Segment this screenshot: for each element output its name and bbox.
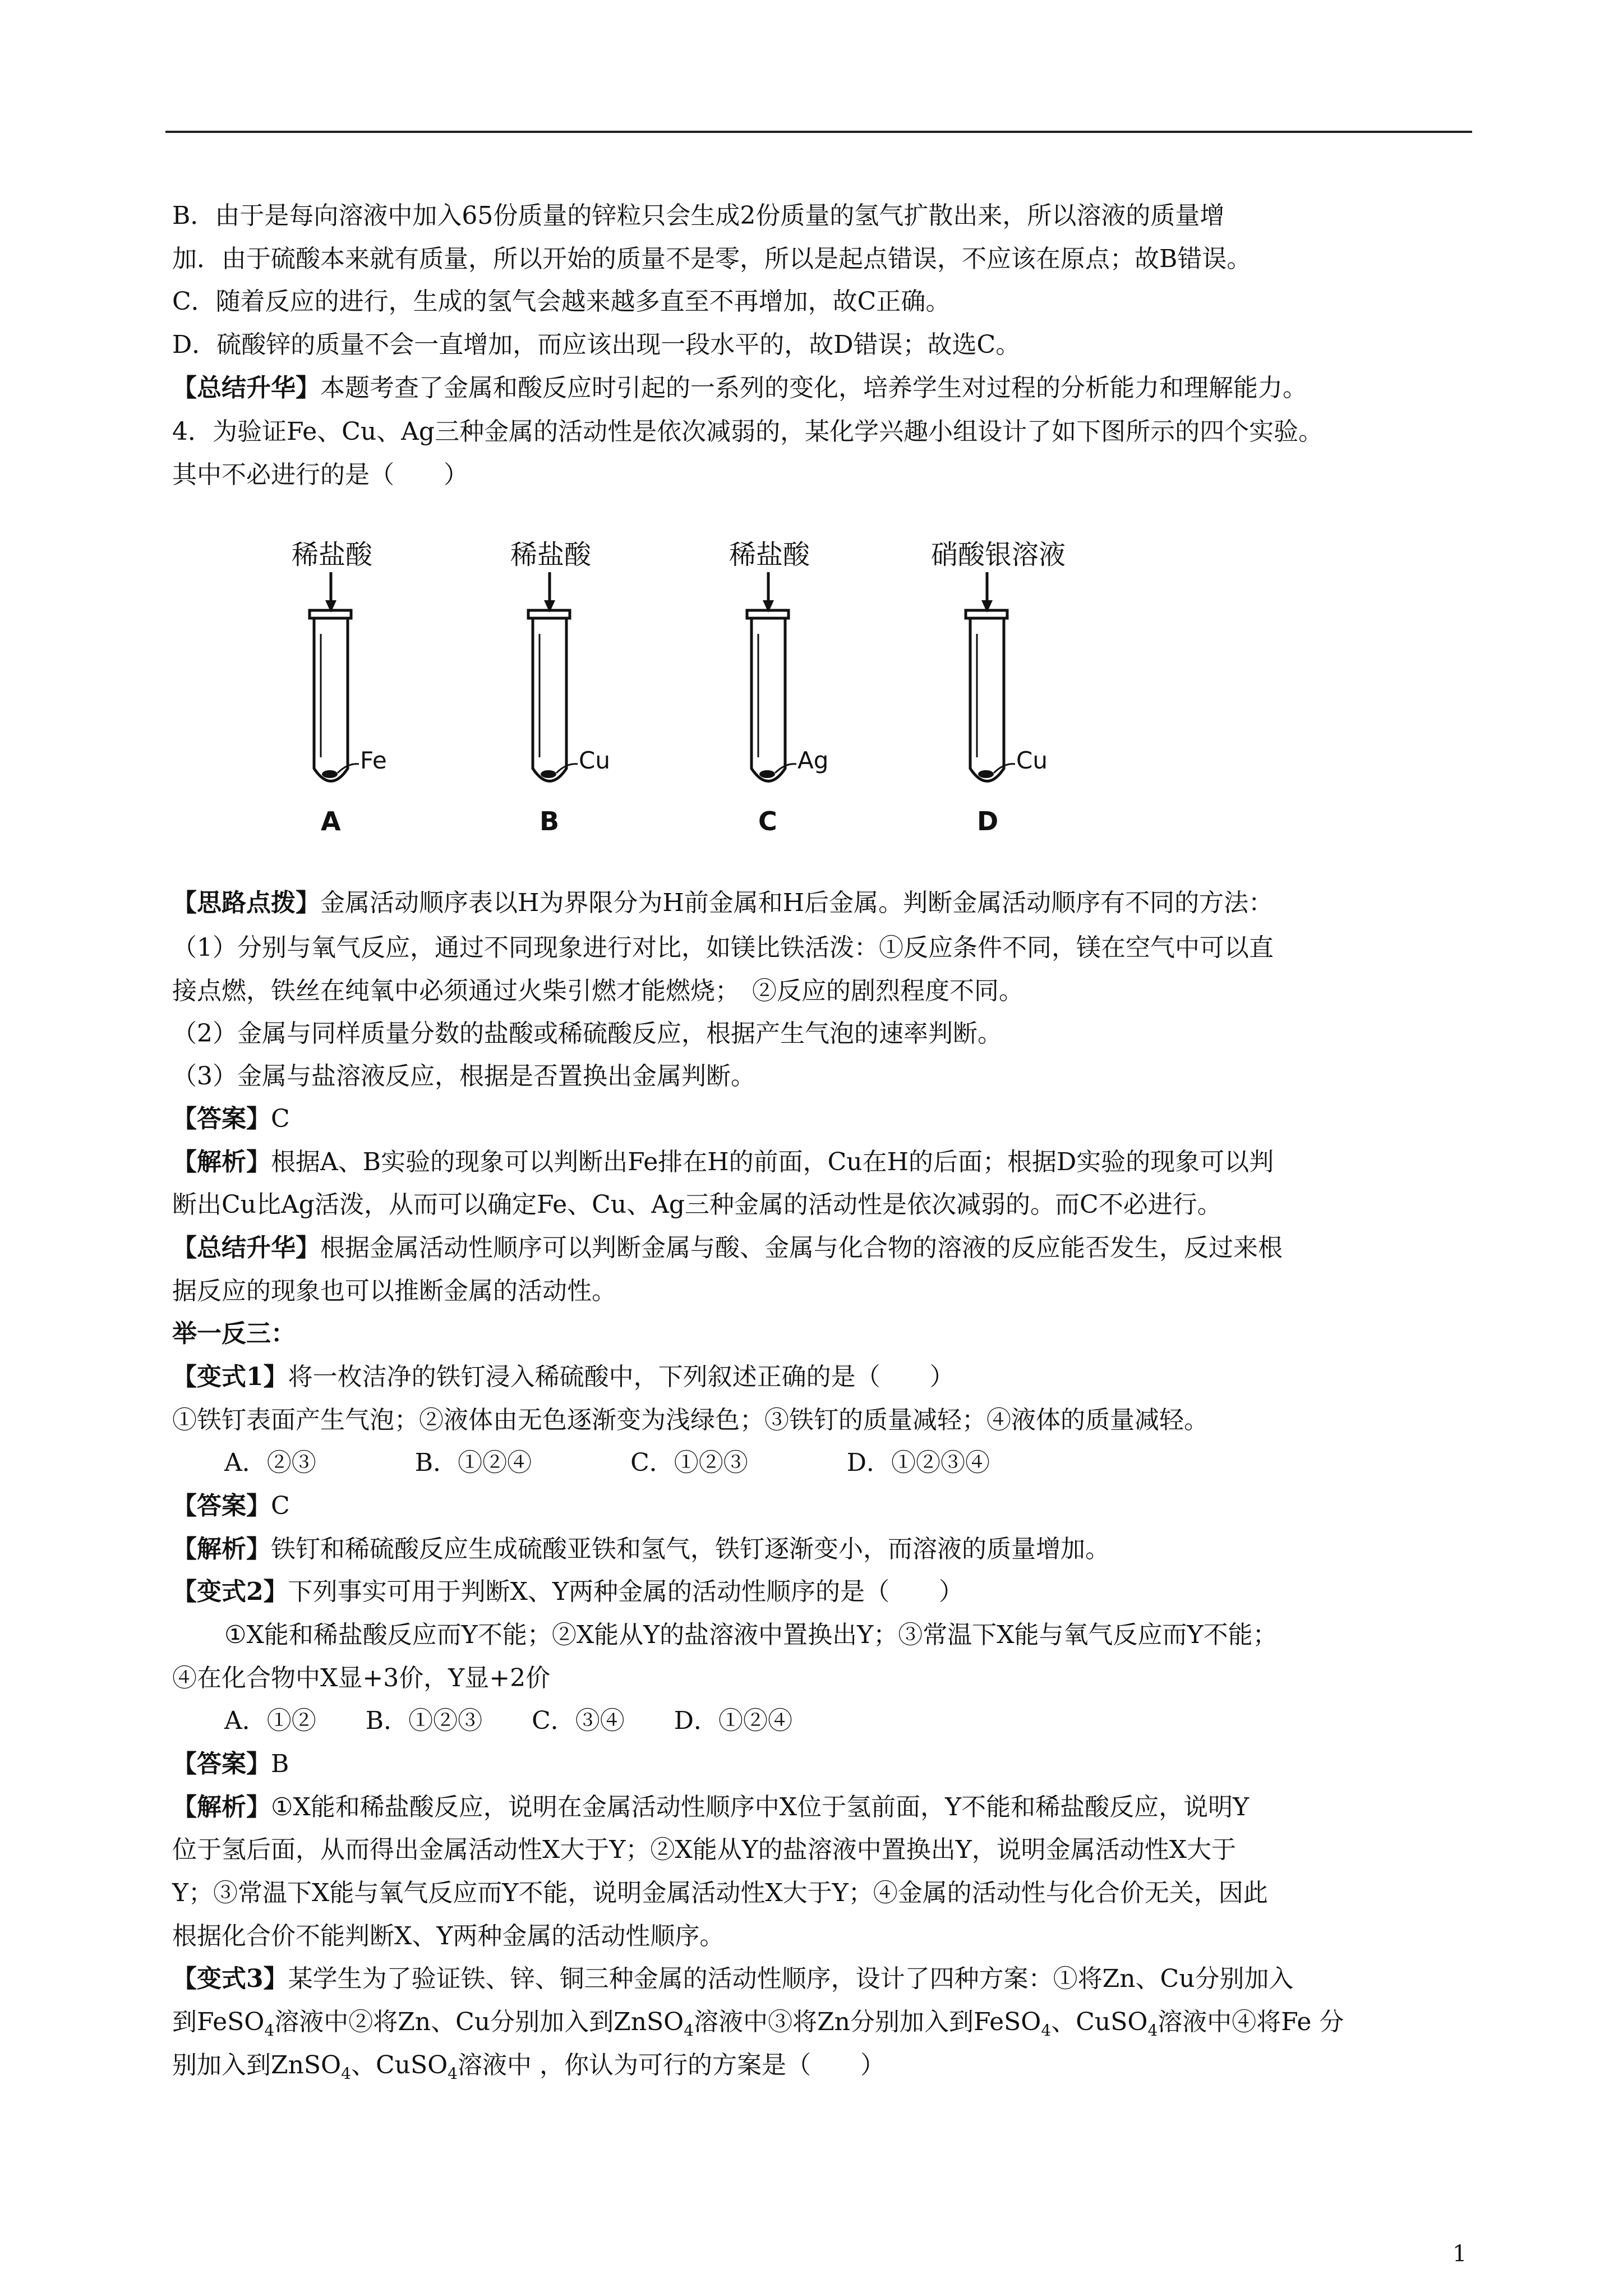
- text-line: 位于氢后面，从而得出金属活动性X大于Y；②X能从Y的盐溶液中置换出Y，说明金属活动性X大于: [172, 1835, 1237, 1864]
- text-fragment: 、CuSO: [1051, 2008, 1148, 2036]
- text-line: C．随着反应的进行，生成的氢气会越来越多直至不再增加，故C正确。: [172, 287, 951, 316]
- tube-d: [931, 539, 1066, 836]
- text-line: （3）金属与盐溶液反应，根据是否置换出金属判断。: [172, 1062, 755, 1091]
- section-tag: 【答案】: [172, 1492, 271, 1520]
- section-tag: 【思路点拨】: [172, 889, 320, 917]
- text-fragment: 、CuSO: [351, 2051, 448, 2079]
- text-fragment: 溶液中④将Fe 分: [1158, 2008, 1344, 2036]
- header-rule: [165, 131, 1472, 133]
- text-line: D．硫酸锌的质量不会一直增加，而应该出现一段水平的，故D错误；故选C。: [172, 330, 1021, 359]
- reagent-label: 稀盐酸: [510, 539, 592, 570]
- text-fragment: 溶液中 ，你认为可行的方案是（ ）: [458, 2051, 885, 2079]
- section-tag: 【解析】: [172, 1148, 271, 1176]
- section-text: 本题考查了金属和酸反应时引起的一系列的变化，培养学生对过程的分析能力和理解能力。: [320, 374, 1307, 402]
- section-text: 铁钉和稀硫酸反应生成硫酸亚铁和氢气，铁钉逐渐变小，而溶液的质量增加。: [271, 1535, 1110, 1563]
- text-fragment: 别加入到ZnSO: [172, 2051, 342, 2079]
- tube-c: [729, 539, 828, 836]
- question-line: 其中不必进行的是（ ）: [172, 461, 468, 489]
- test-tube-figure: [269, 533, 1144, 847]
- section-tag: 【变式2】: [172, 1577, 288, 1606]
- tube-b: [510, 539, 610, 836]
- section-text: 将一枚洁净的铁钉浸入稀硫酸中，下列叙述正确的是（ ）: [288, 1363, 955, 1391]
- summary-line: [172, 371, 1307, 405]
- text-line: B．由于是每向溶液中加入65份质量的锌粒只会生成2份质量的氢气扩散出来，所以溶液的质量增: [172, 201, 1225, 230]
- section-tag: 【变式3】: [172, 1964, 288, 1993]
- subscript: 4: [684, 2021, 694, 2040]
- text-fragment: 到FeSO: [172, 2008, 265, 2036]
- text-line: （1）分别与氧气反应，通过不同现象进行对比，如镁比铁活泼：①反应条件不同，镁在空气中可以直: [172, 933, 1274, 962]
- section-tag: 【答案】: [172, 1105, 271, 1133]
- section-text: C: [271, 1105, 290, 1133]
- variant-line: [172, 1962, 1294, 1996]
- choices-line: A．①② B．①②③ C．③④ D．①②④: [224, 1706, 793, 1735]
- tube-letter: D: [977, 806, 999, 836]
- section-tag: 【总结升华】: [172, 374, 320, 402]
- tube-letter: B: [540, 806, 560, 836]
- text-line: 据反应的现象也可以推断金属的活动性。: [172, 1277, 616, 1305]
- subscript: 4: [448, 2064, 458, 2083]
- analysis-line: [172, 1145, 1274, 1179]
- text-fragment: 溶液中②将Zn、Cu分别加入到ZnSO: [274, 2008, 684, 2036]
- tube-letter: C: [758, 806, 777, 836]
- answer-line: [172, 1747, 289, 1781]
- section-text: B: [271, 1750, 289, 1778]
- reagent-label: 稀盐酸: [292, 539, 373, 570]
- text-line: 断出Cu比Ag活泼，从而可以确定Fe、Cu、Ag三种金属的活动性是依次减弱的。而C不必进行。: [172, 1190, 1222, 1219]
- section-heading: 举一反三：: [172, 1319, 296, 1348]
- metal-label: Cu: [1016, 747, 1048, 774]
- summary-line: [172, 1231, 1283, 1265]
- section-tag: 【总结升华】: [172, 1234, 320, 1262]
- text-line: Y；③常温下X能与氧气反应而Y不能，说明金属活动性X大于Y；④金属的活动性与化合价无关，因此: [172, 1879, 1268, 1907]
- section-text: 根据金属活动性顺序可以判断金属与酸、金属与化合物的溶液的反应能否发生，反过来根: [320, 1234, 1283, 1262]
- metal-label: Cu: [579, 747, 610, 774]
- text-line: [172, 2049, 885, 2091]
- choices-line: A．②③ B．①②④ C．①②③ D．①②③④: [224, 1448, 990, 1477]
- text-fragment: 溶液中③将Zn分别加入到FeSO: [694, 2008, 1041, 2036]
- section-text: 下列事实可用于判断X、Y两种金属的活动性顺序的是（ ）: [288, 1577, 963, 1606]
- section-text: C: [271, 1492, 290, 1520]
- text-line: 根据化合价不能判断X、Y两种金属的活动性顺序。: [172, 1922, 725, 1950]
- reagent-label: 硝酸银溶液: [931, 539, 1066, 570]
- subscript: 4: [264, 2021, 275, 2040]
- section-text: 金属活动顺序表以H为界限分为H前金属和H后金属。判断金属活动顺序有不同的方法：: [320, 889, 1274, 917]
- variant-line: [172, 1360, 955, 1394]
- page-number: 1: [1453, 2241, 1467, 2267]
- answer-line: [172, 1489, 290, 1523]
- analysis-line: [172, 1791, 1249, 1824]
- text-line: ④在化合物中X显+3价，Y显+2价: [172, 1664, 551, 1692]
- metal-label: Fe: [360, 747, 387, 774]
- section-text: ①X能和稀盐酸反应，说明在金属活动性顺序中X位于氢前面，Y不能和稀盐酸反应，说明Y: [271, 1793, 1249, 1821]
- tube-a: [292, 539, 387, 836]
- hint-line: [172, 886, 1273, 920]
- answer-line: [172, 1102, 290, 1136]
- subscript: 4: [1147, 2021, 1158, 2040]
- tube-letter: A: [321, 806, 341, 836]
- subscript: 4: [341, 2064, 351, 2083]
- section-tag: 【解析】: [172, 1535, 271, 1563]
- metal-label: Ag: [797, 747, 829, 774]
- text-line: 接点燃，铁丝在纯氧中必须通过火柴引燃才能燃烧； ②反应的剧烈程度不同。: [172, 977, 1023, 1005]
- text-line: [172, 2005, 1344, 2047]
- subscript: 4: [1041, 2021, 1052, 2040]
- section-tag: 【变式1】: [172, 1363, 288, 1391]
- question-line: 4．为验证Fe、Cu、Ag三种金属的活动性是依次减弱的，某化学兴趣小组设计了如下图所示的四个实验。: [172, 417, 1324, 446]
- section-tag: 【答案】: [172, 1750, 271, 1778]
- text-line: 加．由于硫酸本来就有质量，所以开始的质量不是零，所以是起点错误，不应该在原点；故B错误。: [172, 245, 1252, 273]
- text-line: ①X能和稀盐酸反应而Y不能；②X能从Y的盐溶液中置换出Y；③常温下X能与氧气反应而Y不能；: [224, 1621, 1278, 1649]
- text-line: ①铁钉表面产生气泡；②液体由无色逐渐变为浅绿色；③铁钉的质量减轻；④液体的质量减轻。: [172, 1406, 1209, 1434]
- experiment-diagram: [269, 533, 1144, 847]
- section-text: 根据A、B实验的现象可以判断出Fe排在H的前面，Cu在H的后面；根据D实验的现象可以判: [271, 1148, 1274, 1176]
- reagent-label: 稀盐酸: [729, 539, 810, 570]
- text-line: （2）金属与同样质量分数的盐酸或稀硫酸反应，根据产生气泡的速率判断。: [172, 1019, 1002, 1048]
- variant-line: [172, 1575, 963, 1609]
- analysis-line: [172, 1533, 1110, 1566]
- section-tag: 【解析】: [172, 1793, 271, 1821]
- section-text: 某学生为了验证铁、锌、铜三种金属的活动性顺序，设计了四种方案：①将Zn、Cu分别加入: [288, 1964, 1294, 1993]
